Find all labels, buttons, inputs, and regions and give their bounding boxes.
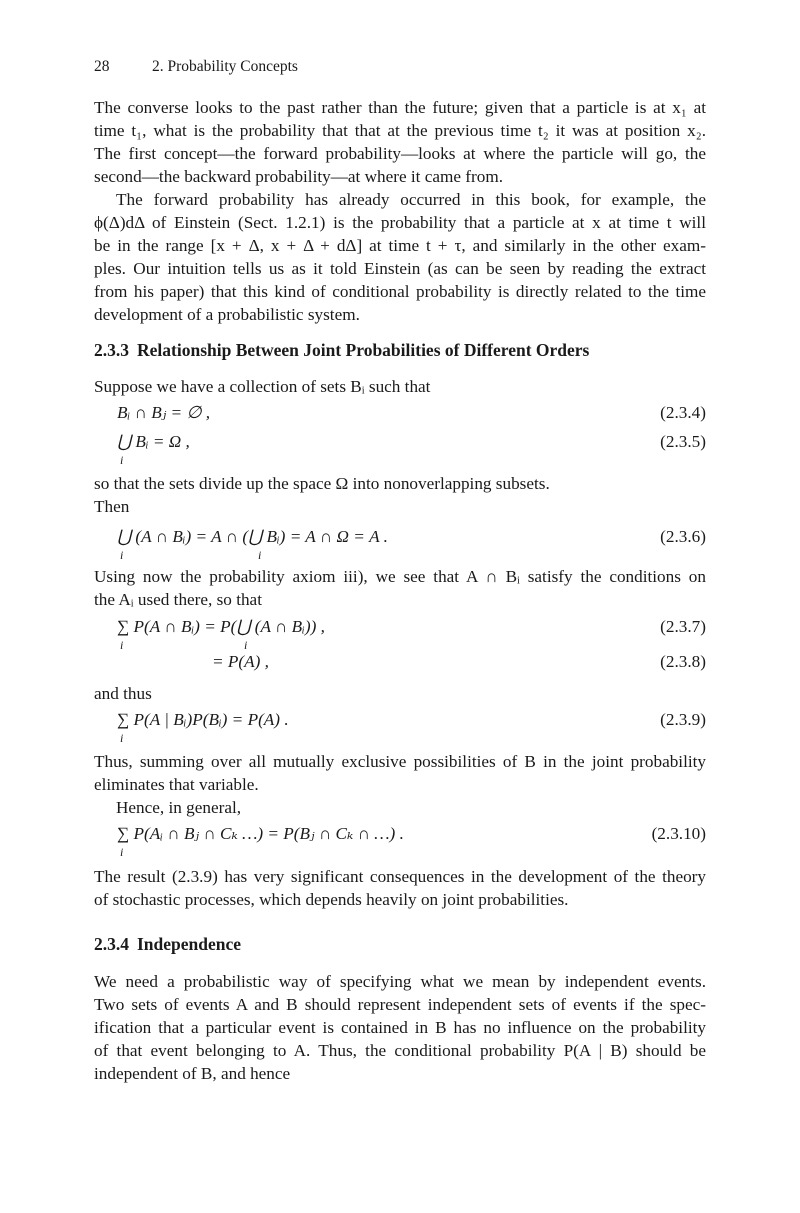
text-line: Using now the probability axiom iii), we see that A ∩ Bᵢ satisfy the conditions on xyxy=(94,567,706,586)
equation-expression: ⋃ Bᵢ = Ω , xyxy=(117,432,190,451)
text-line: of that event belonging to A. Thus, the conditional probability P(A | B) should be xyxy=(94,1041,706,1060)
equation-2-3-4 xyxy=(0,403,800,427)
paragraph-hence xyxy=(94,796,706,819)
equation-subscript: i xyxy=(120,845,124,859)
text-line: We need a probabilistic way of specifying what we mean by independent events. xyxy=(94,972,706,991)
section-title: Relationship Between Joint Probabilities of Different Orders xyxy=(137,340,590,360)
paragraph-backward-probability xyxy=(94,96,706,188)
equation-expression: ⋃ (A ∩ Bᵢ) = A ∩ (⋃ Bᵢ) = A ∩ Ω = A . xyxy=(117,527,388,546)
equation-subscript: i xyxy=(120,731,124,745)
text-line: eliminates that variable. xyxy=(94,775,259,794)
text-line: from his paper) that this kind of conditional probability is directly related to the time xyxy=(94,282,706,301)
text-line: time t₁, what is the probability that that at the previous time t₂ it was at position x₂. xyxy=(94,121,706,140)
paragraph-sets-intro xyxy=(94,375,706,398)
text-line: and thus xyxy=(94,684,152,703)
equation-subscript: i xyxy=(244,638,248,652)
equation-expression: ∑ P(Aᵢ ∩ Bⱼ ∩ Cₖ …) = P(Bⱼ ∩ Cₖ ∩ …) . xyxy=(117,824,404,843)
text-line: Suppose we have a collection of sets Bᵢ such that xyxy=(94,377,431,396)
equation-expression: ∑ P(A ∩ Bᵢ) = P(⋃ (A ∩ Bᵢ)) , xyxy=(117,617,325,636)
equation-number: (2.3.7) xyxy=(660,617,706,636)
section-title: Independence xyxy=(137,934,242,954)
running-title: 2. Probability Concepts xyxy=(152,58,298,75)
equation-2-3-7 xyxy=(0,617,800,652)
text-line: The forward probability has already occurred in this book, for example, the xyxy=(116,190,706,209)
text-line: the Aᵢ used there, so that xyxy=(94,590,262,609)
equation-2-3-6 xyxy=(0,527,800,562)
equation-2-3-8 xyxy=(0,652,800,676)
paragraph-independence xyxy=(94,970,706,1085)
paragraph-forward-probability xyxy=(94,188,706,326)
paragraph-summing xyxy=(94,750,706,796)
text-line: independent of B, and hence xyxy=(94,1064,291,1083)
equation-number: (2.3.9) xyxy=(660,710,706,729)
text-line: so that the sets divide up the space Ω into nonoverlapping subsets. xyxy=(94,474,550,493)
text-line: ification that a particular event is contained in B has no influence on the probability xyxy=(94,1018,706,1037)
page-number: 28 xyxy=(94,58,110,75)
text-line: The first concept—the forward probability—looks at where the particle will go, the xyxy=(94,144,706,163)
text-line: be in the range [x + Δ, x + Δ + dΔ] at time t + τ, and similarly in the other exam- xyxy=(94,236,706,255)
equation-2-3-9 xyxy=(0,710,800,745)
text-line: Thus, summing over all mutually exclusive possibilities of B in the joint probability xyxy=(94,752,706,771)
equation-number: (2.3.10) xyxy=(651,824,706,843)
text-line: Two sets of events A and B should represent independent sets of events if the spec- xyxy=(94,995,706,1014)
equation-number: (2.3.4) xyxy=(660,403,706,422)
equation-number: (2.3.6) xyxy=(660,527,706,546)
equation-subscript: i xyxy=(258,548,262,562)
section-number: 2.3.4 xyxy=(94,934,129,954)
text-line: of stochastic processes, which depends heavily on joint probabilities. xyxy=(94,890,569,909)
section-number: 2.3.3 xyxy=(94,340,129,360)
text-line: ϕ(Δ)dΔ of Einstein (Sect. 1.2.1) is the probability that a particle at x at time t will xyxy=(94,213,706,232)
equation-expression: Bᵢ ∩ Bⱼ = ∅ , xyxy=(117,403,211,422)
paragraph-and-thus xyxy=(94,682,706,705)
running-header xyxy=(94,58,298,76)
section-heading-2-3-3 xyxy=(94,340,589,361)
text-line: The converse looks to the past rather than the future; given that a particle is at x₁ at xyxy=(94,98,706,117)
equation-expression: = P(A) , xyxy=(212,652,269,671)
equation-subscript: i xyxy=(120,548,124,562)
paragraph-nonoverlapping xyxy=(94,472,706,518)
equation-subscript: i xyxy=(120,453,124,467)
equation-number: (2.3.8) xyxy=(660,652,706,671)
equation-2-3-10 xyxy=(0,824,800,859)
text-line: Hence, in general, xyxy=(116,798,242,817)
text-line: ples. Our intuition tells us as it told Einstein (as can be seen by reading the extract xyxy=(94,259,706,278)
text-line: The result (2.3.9) has very significant consequences in the development of the theory xyxy=(94,867,706,886)
text-line: second—the backward probability—at where it came from. xyxy=(94,167,504,186)
equation-subscript: i xyxy=(120,638,124,652)
equation-number: (2.3.5) xyxy=(660,432,706,451)
section-heading-2-3-4 xyxy=(94,934,241,955)
text-line: development of a probabilistic system. xyxy=(94,305,360,324)
paragraph-result xyxy=(94,865,706,911)
paragraph-axiom xyxy=(94,565,706,611)
equation-2-3-5 xyxy=(0,432,800,467)
equation-expression: ∑ P(A | Bᵢ)P(Bᵢ) = P(A) . xyxy=(117,710,289,729)
text-line: Then xyxy=(94,497,130,516)
